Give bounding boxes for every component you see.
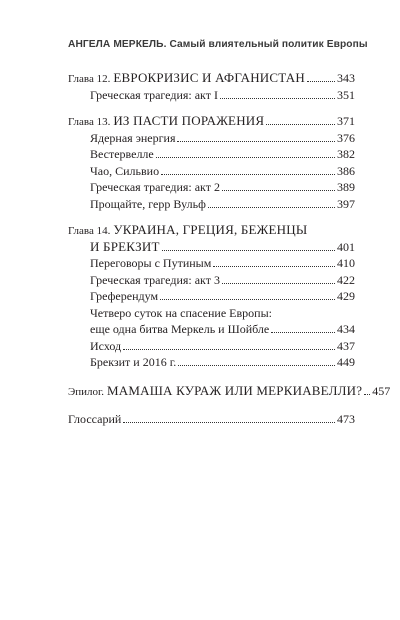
toc-entry bbox=[68, 179, 355, 196]
chapter-13-page: 371 bbox=[337, 114, 355, 128]
entry-page: 410 bbox=[337, 256, 355, 270]
entry-page: 376 bbox=[337, 130, 355, 145]
entry-page: 437 bbox=[337, 338, 355, 353]
dot-leader bbox=[222, 190, 335, 191]
toc-entry bbox=[68, 163, 355, 180]
epilogue-page: 457 bbox=[372, 383, 391, 398]
toc-entry bbox=[68, 354, 355, 371]
chapter-12-heading bbox=[68, 70, 305, 88]
dot-leader bbox=[177, 141, 335, 142]
toc-chapter-14 bbox=[68, 222, 355, 239]
toc-entry bbox=[68, 338, 355, 355]
dot-leader bbox=[364, 394, 370, 395]
dot-leader bbox=[220, 98, 335, 99]
chapter-14-prefix: Глава 14. bbox=[68, 225, 111, 237]
toc-entry-two-line bbox=[68, 305, 355, 322]
epilogue-prefix: Эпилог. bbox=[68, 385, 105, 398]
spacer bbox=[68, 371, 355, 383]
dot-leader bbox=[161, 174, 335, 175]
dot-leader bbox=[160, 299, 335, 300]
chapter-14-title-line1: УКРАИНА, ГРЕЦИЯ, БЕЖЕНЦЫ bbox=[113, 222, 308, 237]
entry-title: Греческая трагедия: акт 3 bbox=[90, 272, 220, 287]
dot-leader bbox=[208, 207, 335, 208]
entry-page: 429 bbox=[337, 289, 355, 303]
entry-title-line1: Четверо суток на спасение Европы: bbox=[90, 305, 272, 320]
chapter-14-title-line2: И БРЕКЗИТ bbox=[90, 238, 160, 254]
entry-title: Исход bbox=[90, 338, 122, 353]
spacer bbox=[68, 212, 355, 222]
dot-leader bbox=[178, 365, 335, 366]
toc-entry-two-line-cont bbox=[68, 321, 355, 338]
toc-entry bbox=[68, 130, 355, 147]
entry-page: 389 bbox=[337, 180, 355, 194]
toc-entry bbox=[68, 87, 355, 104]
chapter-12-title: ЕВРОКРИЗИС И АФГАНИСТАН bbox=[113, 70, 305, 85]
toc-chapter-14-cont bbox=[68, 239, 355, 256]
toc-glossary bbox=[68, 411, 355, 428]
entry-page: 382 bbox=[337, 147, 355, 161]
dot-leader bbox=[271, 332, 335, 333]
epilogue-title: МАМАША КУРАЖ ИЛИ МЕРКИАВЕЛЛИ? bbox=[107, 382, 363, 398]
glossary-page: 473 bbox=[337, 412, 355, 426]
entry-title-line2: еще одна битва Меркель и Шойбле bbox=[90, 322, 270, 336]
entry-page: 351 bbox=[337, 87, 355, 102]
toc-entry bbox=[68, 288, 355, 305]
chapter-13-title: ИЗ ПАСТИ ПОРАЖЕНИЯ bbox=[113, 113, 265, 128]
entry-title: Переговоры с Путиным bbox=[90, 256, 212, 270]
entry-page: 434 bbox=[337, 322, 355, 336]
toc-entry bbox=[68, 196, 355, 213]
entry-page: 422 bbox=[337, 272, 355, 287]
table-of-contents bbox=[68, 70, 391, 428]
entry-page: 397 bbox=[337, 196, 355, 211]
entry-title: Чао, Сильвио bbox=[90, 163, 160, 178]
dot-leader bbox=[123, 349, 335, 350]
dot-leader bbox=[156, 157, 335, 158]
toc-chapter-13 bbox=[68, 113, 355, 130]
entry-page: 386 bbox=[337, 163, 355, 178]
entry-page: 449 bbox=[337, 355, 355, 369]
dot-leader bbox=[213, 266, 335, 267]
toc-epilogue bbox=[68, 382, 391, 400]
chapter-12-page: 343 bbox=[337, 71, 355, 85]
entry-title: Прощайте, герр Вульф bbox=[90, 196, 206, 211]
entry-title: Вестервелле bbox=[90, 147, 154, 161]
entry-title: Брекзит и 2016 г. bbox=[90, 355, 177, 369]
entry-title: Ядерная энергия bbox=[90, 130, 176, 145]
toc-entry bbox=[68, 255, 355, 272]
toc-entry bbox=[68, 272, 355, 289]
dot-leader bbox=[162, 250, 335, 251]
dot-leader bbox=[123, 422, 335, 423]
spacer bbox=[68, 399, 355, 411]
running-head: АНГЕЛА МЕРКЕЛЬ. Самый влиятельный политик Европы bbox=[68, 39, 368, 50]
chapter-14-heading bbox=[68, 222, 307, 240]
chapter-13-prefix: Глава 13. bbox=[68, 116, 111, 128]
entry-title: Греферендум bbox=[90, 289, 159, 303]
chapter-12-prefix: Глава 12. bbox=[68, 73, 111, 85]
toc-entry bbox=[68, 146, 355, 163]
entry-title: Греческая трагедия: акт I bbox=[90, 87, 218, 102]
glossary-title: Глоссарий bbox=[68, 412, 122, 426]
dot-leader bbox=[266, 124, 335, 125]
chapter-13-heading bbox=[68, 113, 264, 131]
entry-title: Греческая трагедия: акт 2 bbox=[90, 180, 220, 194]
dot-leader bbox=[307, 81, 335, 82]
spacer bbox=[68, 103, 355, 113]
dot-leader bbox=[222, 283, 335, 284]
chapter-14-page: 401 bbox=[337, 239, 355, 254]
epilogue-heading bbox=[68, 383, 362, 401]
toc-chapter-12 bbox=[68, 70, 355, 87]
